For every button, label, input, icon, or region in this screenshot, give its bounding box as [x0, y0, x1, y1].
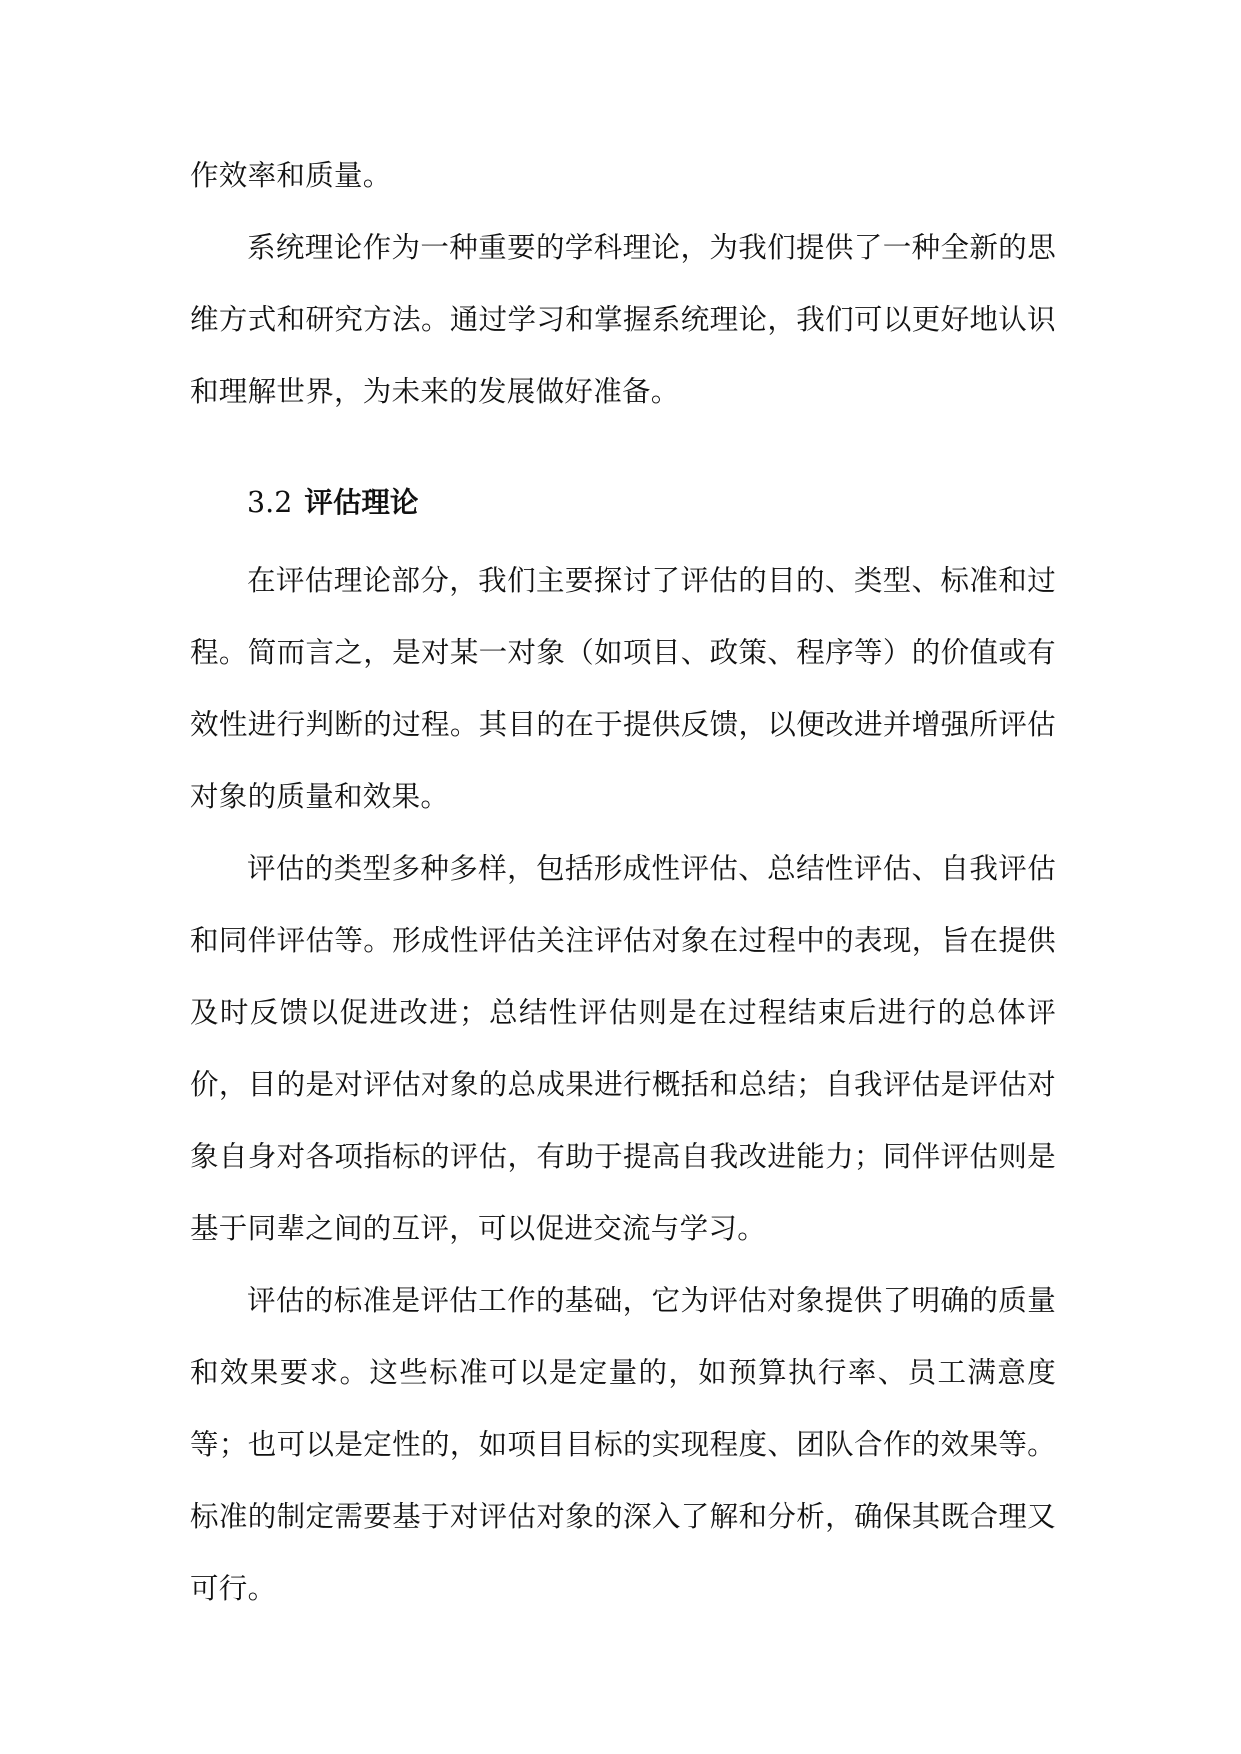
paragraph-evaluation-types: 评估的类型多种多样，包括形成性评估、总结性评估、自我评估和同伴评估等。形成性评估关注评估对象在过程中的表现，旨在提供及时反馈以促进改进；总结性评估则是在过程结束后进行的总体评价，目的是对评估对象的总成果进行概括和总结；自我评估是评估对象自身对各项指标的评估，有助于提高自我改进能力；同伴评估则是基于同辈之间的互评，可以促进交流与学习。	[190, 852, 1056, 1245]
paragraph-evaluation-standards: 评估的标准是评估工作的基础，它为评估对象提供了明确的质量和效果要求。这些标准可以是定量的，如预算执行率、员工满意度等；也可以是定性的，如项目目标的实现程度、团队合作的效果等。标准的制定需要基于对评估对象的深入了解和分析，确保其既合理又可行。	[190, 1284, 1056, 1605]
paragraph-evaluation-intro: 在评估理论部分，我们主要探讨了评估的目的、类型、标准和过程。简而言之，是对某一对象（如项目、政策、程序等）的价值或有效性进行判断的过程。其目的在于提供反馈，以便改进并增强所评估对象的质量和效果。	[190, 564, 1056, 813]
section-heading	[190, 466, 1056, 539]
document-page	[190, 140, 1056, 1625]
section-number: 3.2	[247, 486, 293, 519]
paragraph-continued: 作效率和质量。	[190, 159, 392, 192]
section-title: 评估理论	[304, 485, 419, 519]
paragraph-system-theory: 系统理论作为一种重要的学科理论，为我们提供了一种全新的思维方式和研究方法。通过学习和掌握系统理论，我们可以更好地认识和理解世界，为未来的发展做好准备。	[190, 231, 1056, 408]
